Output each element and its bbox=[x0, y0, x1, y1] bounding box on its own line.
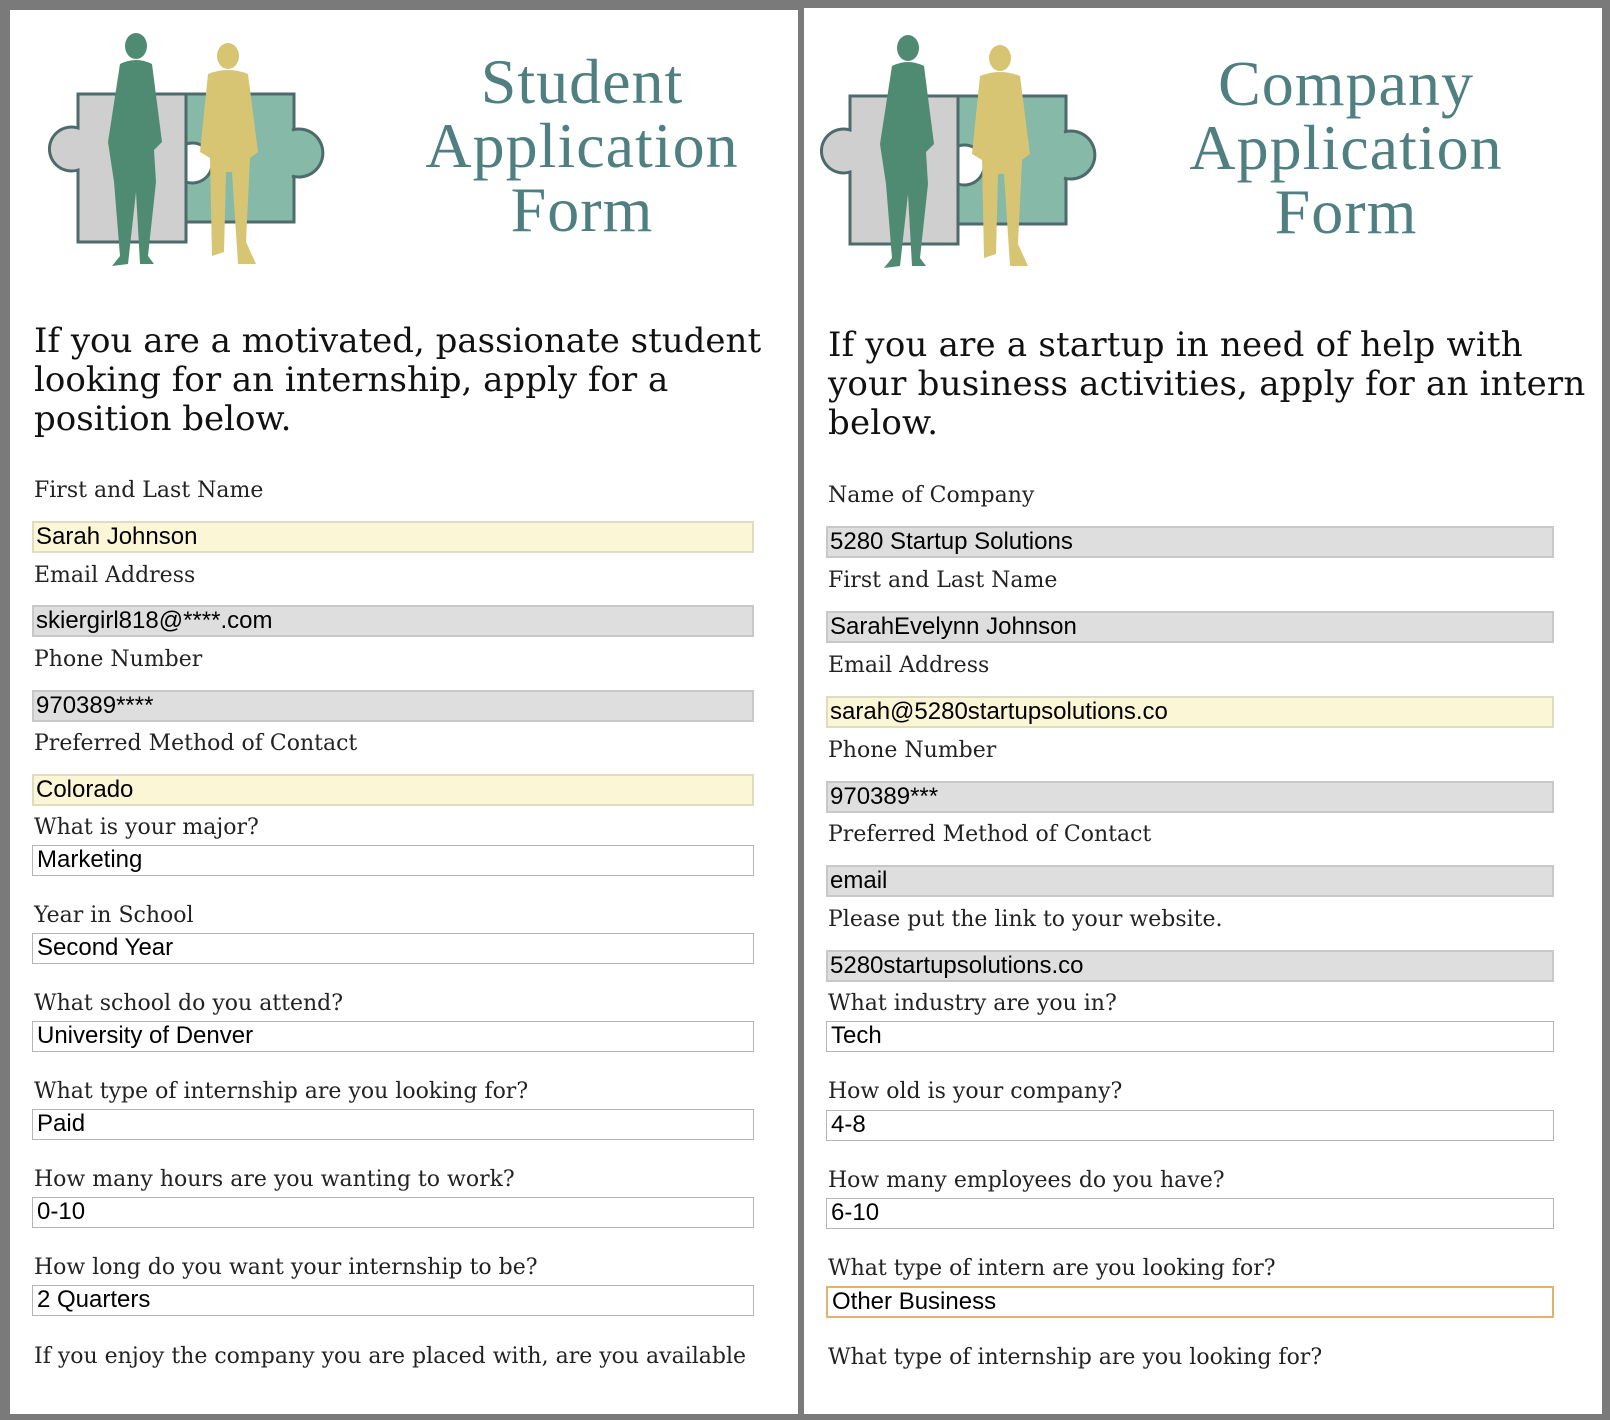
intro-text: If you are a startup in need of help with your business activities, apply for an intern below. bbox=[828, 325, 1586, 443]
email-input[interactable]: sarah@5280startupsolutions.co bbox=[826, 696, 1554, 728]
puzzle-pieces-icon bbox=[49, 94, 322, 242]
intro-text: If you are a motivated, passionate student looking for an internship, apply for a position below. bbox=[34, 321, 762, 439]
name-label: First and Last Name bbox=[828, 568, 1058, 593]
website-input[interactable]: 5280startupsolutions.co bbox=[826, 950, 1554, 982]
phone-label: Phone Number bbox=[828, 738, 997, 763]
employees-label: How many employees do you have? bbox=[828, 1168, 1225, 1193]
puzzle-people-logo bbox=[28, 32, 358, 276]
man-figure-icon bbox=[972, 45, 1030, 266]
name-label: First and Last Name bbox=[34, 478, 264, 503]
website-label: Please put the link to your website. bbox=[828, 907, 1223, 932]
man-figure-icon bbox=[200, 43, 258, 264]
availability-label: If you enjoy the company you are placed with, are you available bbox=[34, 1344, 747, 1369]
phone-input[interactable]: 970389*** bbox=[826, 781, 1554, 813]
puzzle-pieces-icon bbox=[821, 96, 1094, 244]
title-line: Form bbox=[510, 174, 654, 245]
hours-label: How many hours are you wanting to work? bbox=[34, 1167, 515, 1192]
title-line: Application bbox=[1189, 112, 1503, 183]
intern-type-label: What type of intern are you looking for? bbox=[828, 1256, 1276, 1281]
employees-input[interactable]: 6-10 bbox=[826, 1198, 1554, 1229]
phone-input[interactable]: 970389**** bbox=[32, 690, 754, 722]
company-header bbox=[804, 8, 1602, 308]
title-line: Company bbox=[1218, 48, 1474, 119]
duration-label: How long do you want your internship to be? bbox=[34, 1255, 538, 1280]
major-input[interactable]: Marketing bbox=[32, 845, 754, 876]
puzzle-people-logo bbox=[804, 34, 1130, 278]
company-form-panel bbox=[804, 8, 1602, 1414]
industry-label: What industry are you in? bbox=[828, 991, 1117, 1016]
page-title bbox=[1166, 48, 1526, 247]
company-name-input[interactable]: 5280 Startup Solutions bbox=[826, 526, 1554, 558]
major-label: What is your major? bbox=[34, 815, 259, 840]
page-title bbox=[402, 46, 762, 245]
school-label: What school do you attend? bbox=[34, 991, 344, 1016]
industry-input[interactable]: Tech bbox=[826, 1021, 1554, 1052]
title-line: Application bbox=[425, 110, 739, 181]
company-age-input[interactable]: 4-8 bbox=[826, 1110, 1554, 1141]
email-label: Email Address bbox=[34, 563, 196, 588]
name-input[interactable]: Sarah Johnson bbox=[32, 521, 754, 553]
student-header bbox=[10, 10, 798, 310]
company-name-label: Name of Company bbox=[828, 483, 1035, 508]
company-age-label: How old is your company? bbox=[828, 1079, 1123, 1104]
internship-type-label: What type of internship are you looking for? bbox=[34, 1079, 529, 1104]
contact-method-input[interactable]: email bbox=[826, 865, 1554, 897]
contact-method-input[interactable]: Colorado bbox=[32, 774, 754, 806]
year-label: Year in School bbox=[34, 903, 194, 928]
school-input[interactable]: University of Denver bbox=[32, 1021, 754, 1052]
student-form-panel bbox=[10, 10, 798, 1414]
intern-type-input[interactable]: Other Business bbox=[826, 1286, 1554, 1318]
title-line: Form bbox=[1274, 176, 1418, 247]
name-input[interactable]: SarahEvelynn Johnson bbox=[826, 611, 1554, 643]
email-label: Email Address bbox=[828, 653, 990, 678]
contact-method-label: Preferred Method of Contact bbox=[34, 731, 358, 756]
title-line: Student bbox=[480, 46, 684, 117]
year-input[interactable]: Second Year bbox=[32, 933, 754, 964]
internship-type-input[interactable]: Paid bbox=[32, 1109, 754, 1140]
duration-input[interactable]: 2 Quarters bbox=[32, 1285, 754, 1316]
hours-input[interactable]: 0-10 bbox=[32, 1197, 754, 1228]
phone-label: Phone Number bbox=[34, 647, 203, 672]
email-input[interactable]: skiergirl818@****.com bbox=[32, 605, 754, 637]
internship-type-label: What type of internship are you looking for? bbox=[828, 1345, 1323, 1370]
contact-method-label: Preferred Method of Contact bbox=[828, 822, 1152, 847]
